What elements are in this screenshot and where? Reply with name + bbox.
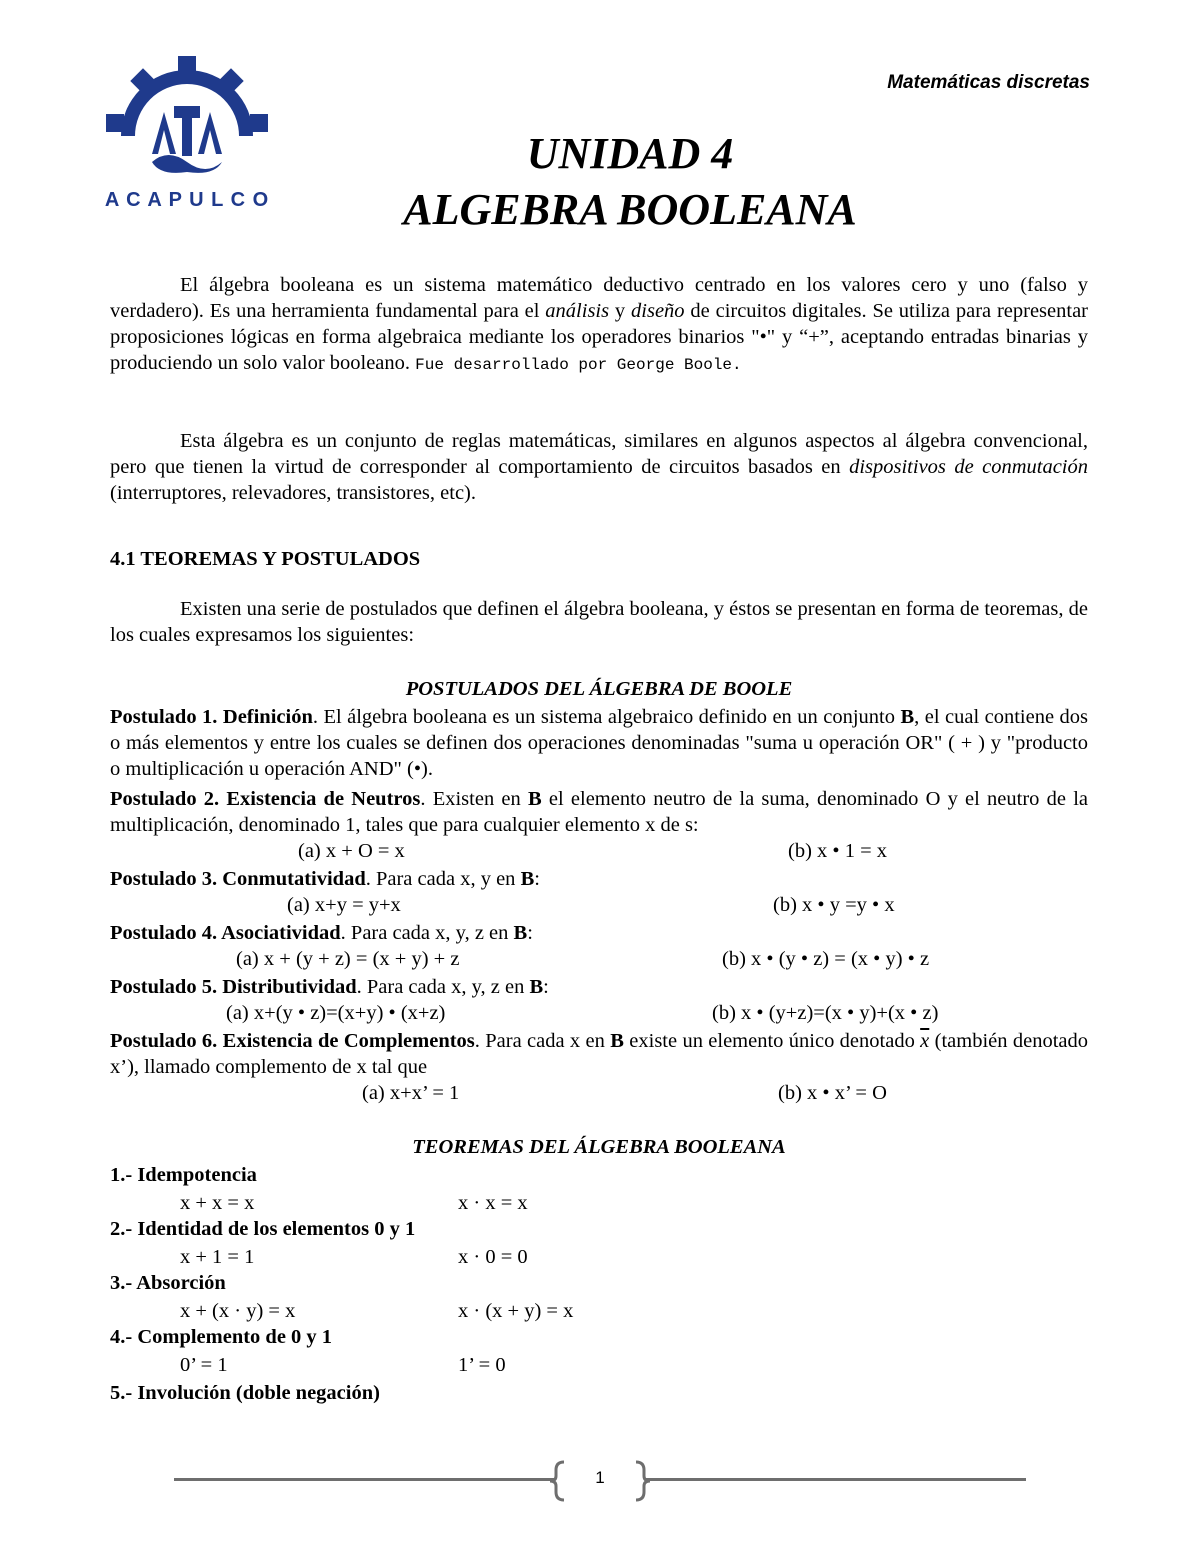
section-heading: 4.1 TEOREMAS Y POSTULADOS — [110, 548, 421, 570]
postulate-2: Postulado 2. Existencia de Neutros. Existen en B el elemento neutro de la suma, denominado O y el neutro de la multiplicación, denominado 1, tales que para cualquier elemento x de s: — [110, 788, 1088, 836]
postulate-6-a: (a) x+x’ = 1 — [362, 1082, 460, 1104]
unit-subtitle: ALGEBRA BOOLEANA — [403, 185, 857, 234]
section-intro: Existen una serie de postulados que definen el álgebra booleana, y éstos se presentan en forma de teoremas, de los cuales expresamos los siguientes: — [110, 598, 1088, 646]
postulate-5: Postulado 5. Distributividad. Para cada x, y, z en B: — [110, 976, 549, 998]
postulates-heading: POSTULADOS DEL ÁLGEBRA DE BOOLE — [405, 678, 793, 700]
postulate-4-b: (b) x • (y • z) = (x • y) • z — [722, 948, 930, 970]
postulate-6: Postulado 6. Existencia de Complementos. Para cada x en B existe un elemento único denotado $\overline{x}$ (también denotado x’), llamado complemento de x tal que — [110, 1030, 1088, 1078]
postulate-3-b: (b) x • y =y • x — [773, 894, 895, 916]
theorem-1-right: x · x = x — [458, 1192, 528, 1214]
postulate-6-b: (b) x • x’ = O — [778, 1082, 887, 1104]
theorems-heading: TEOREMAS DEL ÁLGEBRA BOOLEANA — [412, 1136, 786, 1158]
postulate-1: Postulado 1. Definición. El álgebra booleana es un sistema algebraico definido en un conjunto B, el cual contiene dos o más elementos y entre los cuales se definen dos operaciones denominadas "suma u operación OR" ( + ) y "producto o multiplicación u operación AND" (•). — [110, 706, 1088, 780]
header-subject: Matemáticas discretas — [887, 72, 1090, 93]
intro-paragraph-1: El álgebra booleana es un sistema matemático deductivo centrado en los valores cero y uno (falso y verdadero). Es una herramienta fundamental para el análisis y diseño de circuitos digitales. Se utiliza para representar proposiciones lógicas en forma algebraica mediante los operadores binarios "•" y “+”, aceptando entradas binarias y produciendo un solo valor booleano. Fue desarrollado por George Boole. — [110, 274, 1089, 374]
theorem-3-title: 3.- Absorción — [110, 1272, 226, 1294]
postulate-2-a: (a) x + O = x — [298, 840, 405, 862]
theorem-2-right: x · 0 = 0 — [458, 1246, 528, 1268]
theorem-3-left: x + (x · y) = x — [180, 1300, 296, 1322]
page-number: 1 — [595, 1468, 605, 1487]
intro-paragraph-2: Esta álgebra es un conjunto de reglas matemáticas, similares en algunos aspectos al álgebra convencional, pero que tienen la virtud de corresponder al comportamiento de circuitos basados en dispositivos de conmutación (interruptores, relevadores, transistores, etc). — [110, 430, 1088, 504]
theorem-4-right: 1’ = 0 — [458, 1354, 506, 1376]
logo-letters: A C A P U L C O — [104, 189, 270, 211]
theorem-1-left: x + x = x — [180, 1192, 255, 1214]
theorem-4-left: 0’ = 1 — [180, 1354, 228, 1376]
postulate-3: Postulado 3. Conmutatividad. Para cada x, y en B: — [110, 868, 540, 890]
theorem-2-left: x + 1 = 1 — [180, 1246, 255, 1268]
postulate-5-b: (b) x • (y+z)=(x • y)+(x • z) — [712, 1002, 939, 1024]
postulate-4: Postulado 4. Asociatividad. Para cada x, y, z en B: — [110, 922, 533, 944]
theorem-4-title: 4.- Complemento de 0 y 1 — [110, 1326, 333, 1348]
postulate-5-a: (a) x+(y • z)=(x+y) • (x+z) — [226, 1002, 446, 1024]
theorem-1-title: 1.- Idempotencia — [110, 1164, 257, 1186]
theorem-5-title: 5.- Involución (doble negación) — [110, 1382, 380, 1404]
theorem-3-right: x · (x + y) = x — [458, 1300, 574, 1322]
postulate-2-b: (b) x • 1 = x — [788, 840, 888, 862]
footer-rule-left — [174, 1478, 554, 1481]
postulate-3-a: (a) x+y = y+x — [287, 894, 401, 916]
postulate-4-a: (a) x + (y + z) = (x + y) + z — [236, 948, 460, 970]
footer-rule-right — [646, 1478, 1026, 1481]
unit-title: UNIDAD 4 — [526, 129, 734, 178]
x-bar: $\overline{x}$ — [920, 1030, 930, 1052]
theorem-2-title: 2.- Identidad de los elementos 0 y 1 — [110, 1218, 416, 1240]
